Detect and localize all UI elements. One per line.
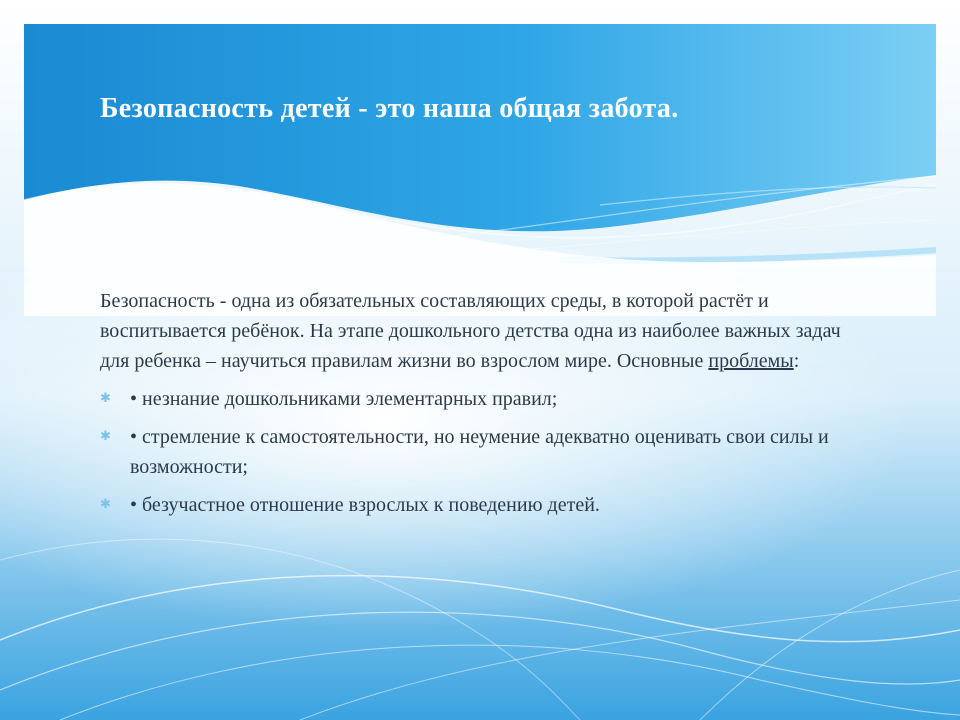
asterisk-icon: ✱	[100, 429, 111, 444]
asterisk-icon: ✱	[100, 497, 111, 512]
asterisk-icon: ✱	[100, 391, 111, 406]
intro-text: Безопасность - одна из обязательных составляющих среды, в которой растёт и воспитывается ребёнок. На этапе дошкольного детства одна из наиболее важных задач для ребенка – научиться правилам жизни во взрослом мире. Основные	[100, 290, 841, 372]
list-item	[100, 384, 860, 414]
list-item-text: • безучастное отношение взрослых к поведению детей.	[130, 494, 600, 516]
intro-underlined-word: проблемы	[708, 350, 794, 372]
list-item-text: • стремление к самостоятельности, но неумение адекватно оценивать свои силы и возможности;	[130, 426, 829, 478]
list-item	[100, 422, 860, 482]
intro-paragraph	[100, 286, 860, 376]
slide-title: Безопасность детей - это наша общая забота.	[100, 93, 679, 124]
list-item-text: • незнание дошкольниками элементарных правил;	[130, 388, 558, 410]
slide-content	[100, 286, 860, 528]
intro-colon: :	[793, 350, 800, 372]
bullet-list	[100, 384, 860, 520]
list-item	[100, 490, 860, 520]
